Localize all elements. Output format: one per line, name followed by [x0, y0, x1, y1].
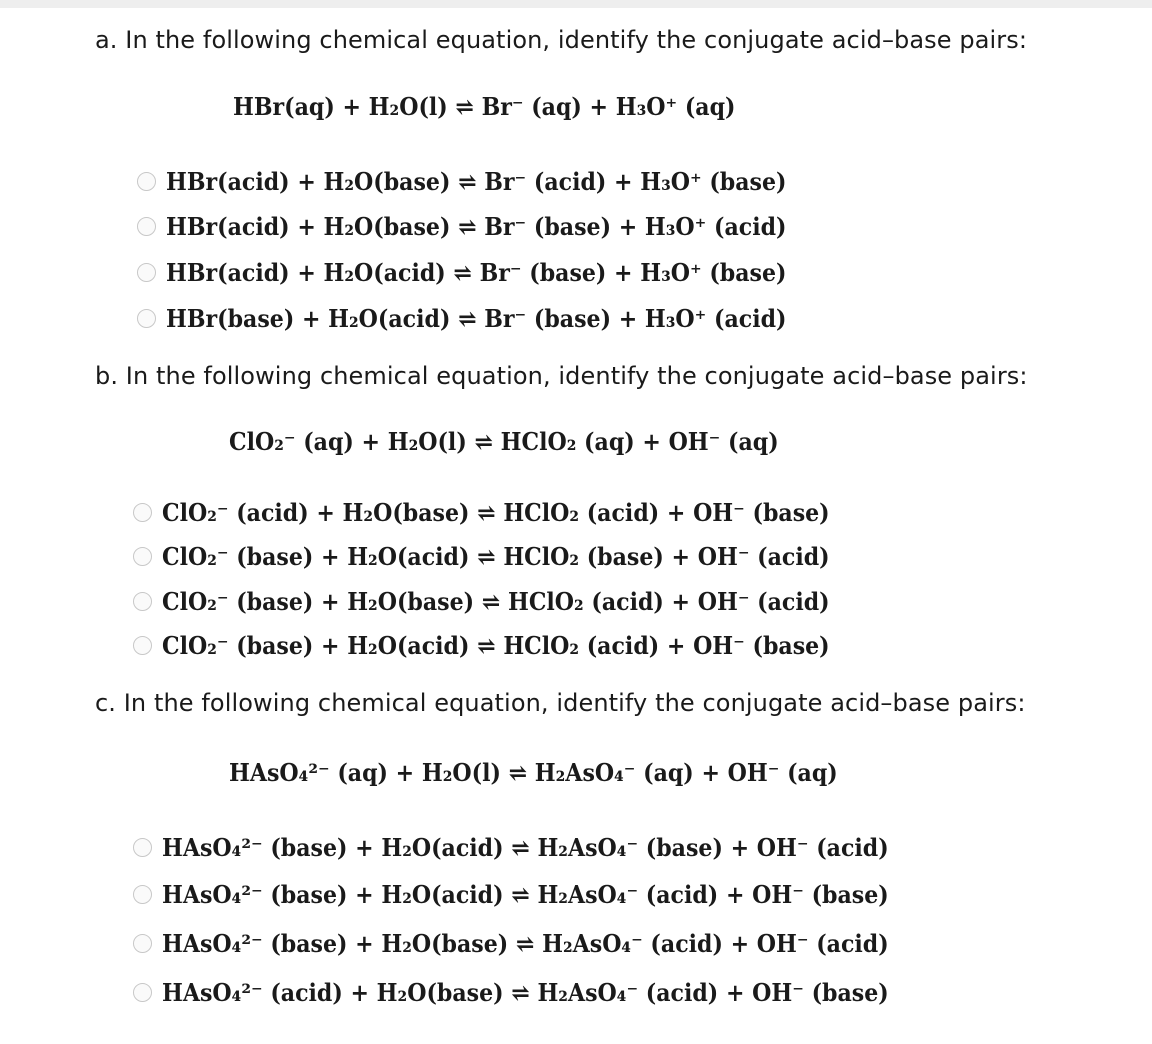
option-label: HAsO₄²⁻ (base) + H₂O(acid) ⇌ H₂AsO₄⁻ (base) + OH⁻ (acid) [162, 832, 889, 862]
option-label: ClO₂⁻ (acid) + H₂O(base) ⇌ HClO₂ (acid) + OH⁻ (base) [162, 497, 830, 527]
option-label: HBr(acid) + H₂O(base) ⇌ Br⁻ (base) + H₃O⁺ (acid) [166, 211, 787, 241]
option-c-1[interactable] [133, 829, 952, 865]
option-a-1[interactable] [137, 163, 840, 199]
option-label: HBr(base) + H₂O(acid) ⇌ Br⁻ (base) + H₃O⁺ (acid) [166, 303, 787, 333]
radio-button[interactable] [133, 503, 152, 522]
option-b-4[interactable] [133, 627, 888, 663]
radio-button[interactable] [133, 636, 152, 655]
option-a-4[interactable] [137, 300, 840, 336]
top-bar [0, 0, 1152, 8]
option-c-4[interactable] [133, 974, 952, 1010]
option-c-2[interactable] [133, 876, 952, 912]
option-label: HBr(acid) + H₂O(base) ⇌ Br⁻ (acid) + H₃O⁺ (base) [166, 166, 787, 196]
equation-b: ClO₂⁻ (aq) + H₂O(l) ⇌ HClO₂ (aq) + OH⁻ (aq) [229, 427, 779, 456]
option-label: HAsO₄²⁻ (base) + H₂O(base) ⇌ H₂AsO₄⁻ (acid) + OH⁻ (acid) [162, 928, 889, 958]
equation-a: HBr(aq) + H₂O(l) ⇌ Br⁻ (aq) + H₃O⁺ (aq) [233, 92, 736, 121]
radio-button[interactable] [137, 309, 156, 328]
radio-button[interactable] [133, 934, 152, 953]
radio-button[interactable] [133, 547, 152, 566]
option-b-3[interactable] [133, 583, 888, 619]
option-label: HAsO₄²⁻ (base) + H₂O(acid) ⇌ H₂AsO₄⁻ (acid) + OH⁻ (base) [162, 879, 889, 909]
radio-button[interactable] [137, 172, 156, 191]
radio-button[interactable] [133, 592, 152, 611]
question-b: b. In the following chemical equation, identify the conjugate acid–base pairs: [95, 362, 1028, 390]
radio-button[interactable] [133, 885, 152, 904]
radio-button[interactable] [137, 217, 156, 236]
option-label: ClO₂⁻ (base) + H₂O(acid) ⇌ HClO₂ (acid) + OH⁻ (base) [162, 630, 830, 660]
option-label: HAsO₄²⁻ (acid) + H₂O(base) ⇌ H₂AsO₄⁻ (acid) + OH⁻ (base) [162, 977, 889, 1007]
option-label: HBr(acid) + H₂O(acid) ⇌ Br⁻ (base) + H₃O⁺ (base) [166, 257, 787, 287]
option-label: ClO₂⁻ (base) + H₂O(base) ⇌ HClO₂ (acid) + OH⁻ (acid) [162, 586, 830, 616]
radio-button[interactable] [137, 263, 156, 282]
question-c: c. In the following chemical equation, identify the conjugate acid–base pairs: [95, 689, 1026, 717]
option-b-2[interactable] [133, 538, 888, 574]
radio-button[interactable] [133, 838, 152, 857]
radio-button[interactable] [133, 983, 152, 1002]
option-c-3[interactable] [133, 925, 952, 961]
option-a-3[interactable] [137, 254, 840, 290]
option-a-2[interactable] [137, 208, 840, 244]
option-b-1[interactable] [133, 494, 888, 530]
question-a: a. In the following chemical equation, identify the conjugate acid–base pairs: [95, 26, 1028, 54]
option-label: ClO₂⁻ (base) + H₂O(acid) ⇌ HClO₂ (base) + OH⁻ (acid) [162, 541, 830, 571]
equation-c: HAsO₄²⁻ (aq) + H₂O(l) ⇌ H₂AsO₄⁻ (aq) + OH⁻ (aq) [229, 758, 838, 787]
